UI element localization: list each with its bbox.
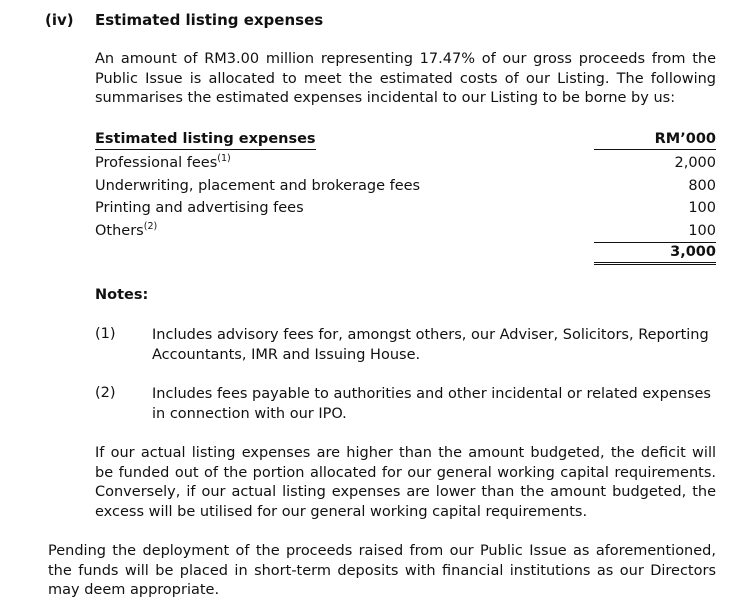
row-label: Printing and advertising fees bbox=[95, 200, 304, 216]
row-label: Underwriting, placement and brokerage fees bbox=[95, 177, 421, 194]
row-label-text: Others bbox=[95, 222, 144, 239]
intro-paragraph: An amount of RM3.00 million representing 17.47% of our gross proceeds from the Public Issue is allocated to meet the estimated costs of our Listing. The following summarises the estimated expenses incidental to our Listing to be borne by us: bbox=[95, 51, 716, 106]
deficit-paragraph: If our actual listing expenses are higher than the amount budgeted, the deficit will be funded out of the portion allocated for our general working capital requirements. Conversely, if our actual listing expenses are lower than the amount budgeted, the excess will be utilised for our general working capital requirements. bbox=[95, 445, 716, 520]
table-row bbox=[95, 152, 716, 175]
table-header-label: Estimated listing expenses bbox=[95, 129, 316, 150]
note-text: Includes fees payable to authorities and other incidental or related expenses in connection with our IPO. bbox=[152, 386, 711, 422]
row-footnote-ref: (1) bbox=[217, 153, 231, 164]
row-amount: 800 bbox=[688, 177, 716, 194]
pending-paragraph: Pending the deployment of the proceeds raised from our Public Issue as aforementioned, the funds will be placed in short-term deposits with financial institutions as our Directors may deem appropriate. bbox=[48, 543, 716, 598]
table-row bbox=[95, 220, 716, 243]
table-row bbox=[95, 197, 716, 220]
note-item bbox=[95, 385, 716, 424]
row-amount: 2,000 bbox=[674, 155, 716, 171]
row-label bbox=[95, 220, 157, 243]
row-amount: 100 bbox=[594, 220, 716, 244]
row-label-text: Professional fees bbox=[95, 155, 218, 171]
table-header-row bbox=[95, 128, 716, 152]
row-label bbox=[95, 152, 231, 175]
note-number: (2) bbox=[95, 385, 116, 401]
notes-title: Notes: bbox=[95, 287, 149, 303]
table-header-unit: RM’000 bbox=[594, 129, 716, 150]
note-text: Includes advisory fees for, amongst others, our Adviser, Solicitors, Reporting Accountants, IMR and Issuing House. bbox=[152, 327, 709, 363]
row-amount: 100 bbox=[688, 200, 716, 216]
note-number: (1) bbox=[95, 326, 116, 342]
row-footnote-ref: (2) bbox=[143, 220, 158, 232]
section-number: (iv) bbox=[45, 11, 74, 29]
note-item bbox=[95, 326, 716, 365]
table-row bbox=[95, 175, 716, 198]
section-heading bbox=[45, 11, 323, 29]
section-title: Estimated listing expenses bbox=[95, 11, 324, 29]
table-total-row bbox=[95, 242, 716, 265]
expenses-table bbox=[95, 128, 716, 265]
total-amount: 3,000 bbox=[594, 242, 716, 265]
